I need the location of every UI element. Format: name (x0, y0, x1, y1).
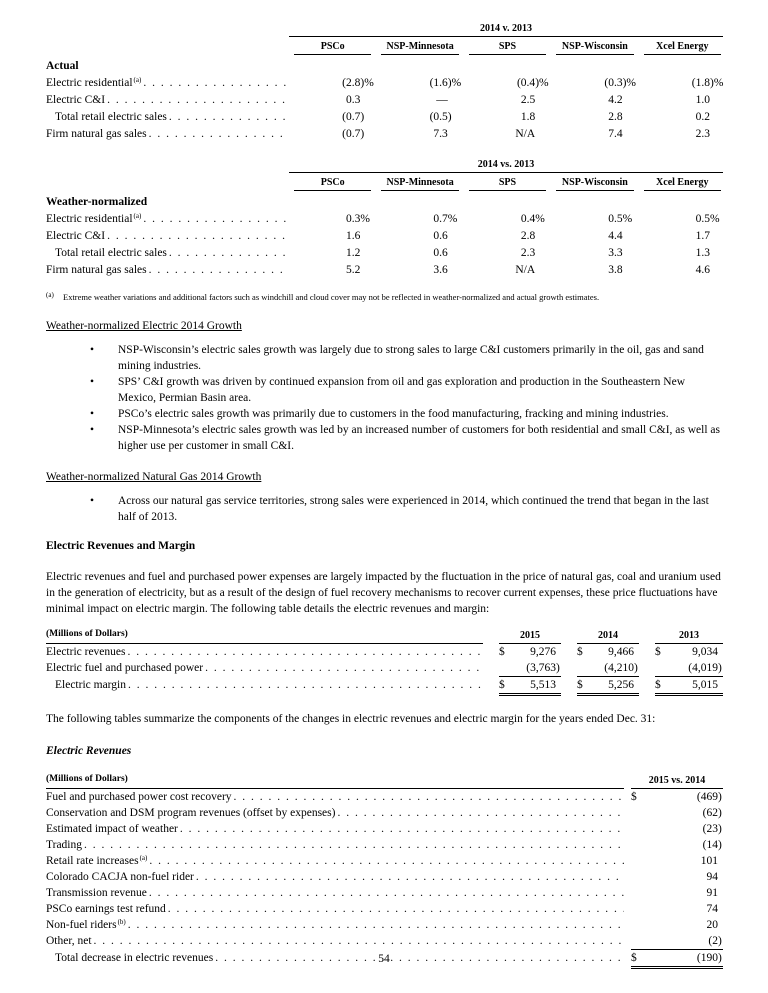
table-row (46, 228, 723, 245)
value-suffix: ) (360, 128, 365, 140)
value-suffix: ) (718, 935, 722, 947)
value: N/A (515, 128, 536, 140)
value: (0.3 (604, 77, 623, 89)
value: 94 (706, 871, 718, 883)
value: (23 (702, 823, 718, 835)
value-cell (499, 644, 561, 660)
value: 7.3 (433, 128, 448, 140)
dollar-sign: $ (655, 646, 661, 658)
table-row (46, 789, 723, 805)
value: 0.3 (346, 213, 361, 225)
value-suffix: ) (718, 839, 722, 851)
value: 91 (706, 887, 718, 899)
value-cell (292, 245, 373, 262)
value: 0.6 (433, 247, 448, 259)
dot-leader (82, 837, 624, 853)
value-cell (292, 211, 373, 228)
value: (62 (702, 807, 718, 819)
value: (14 (702, 839, 718, 851)
footnote-marker: (a) (46, 291, 54, 299)
dot-leader (335, 805, 624, 821)
value: (1.6 (429, 77, 448, 89)
value: 9,034 (692, 646, 718, 658)
value: 0.2 (695, 111, 710, 123)
table-row (46, 917, 723, 933)
table-row (46, 805, 723, 821)
value: 4.4 (608, 230, 623, 242)
table-body (46, 75, 723, 143)
bullet-text: NSP-Minnesota’s electric sales growth was led by an increased number of customers for both residential and small C&I, as well as higher use per customer in small C&I. (118, 424, 721, 452)
row-label: Electric fuel and purchased power . . . (46, 660, 483, 677)
table-period-label: 2014 vs. 2013 (477, 159, 535, 170)
list-item (46, 422, 723, 454)
value-cell (379, 92, 460, 109)
value: (190 (696, 952, 718, 964)
value-cell (379, 262, 460, 279)
bullet-icon: • (90, 495, 95, 507)
heading-weather-normalized-gas-growth: Weather-normalized Natural Gas 2014 Growth (46, 471, 262, 483)
value: 5,513 (530, 679, 556, 691)
value-cell (577, 677, 639, 696)
row-label: Trading . . . (46, 837, 624, 853)
value: 1.8 (520, 111, 536, 123)
column-header: 2013 (655, 626, 723, 644)
bullet-icon: • (90, 344, 95, 356)
value-cell (467, 262, 548, 279)
value: 2.3 (695, 128, 710, 140)
table-row (46, 837, 723, 853)
tables-summary-paragraph: The following tables summarize the components of the changes in electric revenues and electric margin for the years ended Dec. 31: (46, 713, 656, 725)
heading-weather-normalized-electric-growth: Weather-normalized Electric 2014 Growth (46, 320, 242, 332)
bullet-icon: • (90, 408, 95, 420)
value-cell (379, 211, 460, 228)
value-suffix: ) (718, 662, 722, 674)
value-cell (631, 885, 723, 901)
dot-leader (167, 109, 286, 126)
value-cell (554, 109, 635, 126)
list-item (46, 406, 723, 422)
value-cell (642, 211, 723, 228)
value-suffix: % (360, 213, 370, 225)
value: 74 (706, 903, 718, 915)
table-row (46, 211, 723, 228)
dot-leader (141, 211, 286, 228)
row-label: Colorado CACJA non-fuel rider . . . (46, 869, 624, 885)
column-header: 2015 (499, 626, 561, 644)
value-cell (554, 228, 635, 245)
table-units-label: (Millions of Dollars) (46, 627, 483, 644)
table-row (46, 933, 723, 950)
column-header: 2014 (577, 626, 639, 644)
column-header: NSP-Wisconsin (556, 173, 633, 191)
value-cell (554, 75, 635, 92)
value-cell (631, 853, 723, 869)
value-cell (642, 262, 723, 279)
dot-leader (178, 821, 624, 837)
gas-growth-bullets (46, 493, 723, 525)
revenues-margin-intro-paragraph: Electric revenues and fuel and purchased power expenses are largely impacted by the fluctuation in the price of natural gas, coal and uranium used in the generation of electricity, but as a result of the design of fuel recovery mechanisms to recover current expenses, these price fluctuations have minimal impact on electric margin. The following table details the electric revenues and margin: (46, 571, 721, 615)
table-row (46, 126, 723, 143)
value: (0.7 (342, 128, 361, 140)
dollar-sign: $ (655, 679, 661, 691)
dollar-sign: $ (577, 679, 583, 691)
value-suffix: )% (535, 77, 549, 89)
footnote-a (46, 292, 723, 303)
value: 4.6 (695, 264, 710, 276)
dot-leader (126, 677, 483, 693)
value: (2.8 (342, 77, 361, 89)
value-cell (577, 660, 639, 677)
value: 3.6 (433, 264, 448, 276)
value: 2.8 (608, 111, 623, 123)
row-label: Firm natural gas sales . . . (46, 126, 286, 143)
column-header: NSP-Minnesota (381, 173, 458, 191)
electric-revenues-changes-table (46, 771, 723, 969)
table-column-headers (46, 173, 723, 191)
electric-growth-bullets (46, 342, 723, 454)
value-cell (292, 109, 373, 126)
table-row (46, 901, 723, 917)
column-header: SPS (469, 173, 546, 191)
bullet-text: Across our natural gas service territories, strong sales were experienced in 2014, which continued the trend that began in the last half of 2013. (118, 495, 709, 523)
value: 20 (706, 919, 718, 931)
value: 2.8 (520, 230, 536, 242)
value-cell (554, 92, 635, 109)
value-cell (467, 92, 548, 109)
table-body (46, 644, 723, 696)
table-row (46, 821, 723, 837)
list-item (46, 374, 723, 406)
value-cell (631, 869, 723, 885)
value-cell (655, 644, 723, 660)
table-units-label: (Millions of Dollars) (46, 772, 624, 789)
table-period-label: 2014 v. 2013 (480, 23, 532, 34)
table-row (46, 660, 723, 677)
value-suffix: ) (447, 111, 452, 123)
value: 0.7 (433, 213, 448, 225)
column-header: PSCo (294, 173, 371, 191)
table-row (46, 109, 723, 126)
dot-leader (232, 789, 624, 805)
column-header: 2015 vs. 2014 (631, 771, 723, 789)
value-suffix: )% (360, 77, 374, 89)
table-row (46, 885, 723, 901)
value-cell (292, 92, 373, 109)
value-cell (631, 821, 723, 837)
list-item (46, 342, 723, 374)
bullet-text: SPS’ C&I growth was driven by continued expansion from oil and gas exploration and production in the Southeastern New Mexico, Permian Basin area. (118, 376, 686, 404)
value: (4,210 (604, 662, 634, 674)
row-label: Other, net . . . (46, 933, 624, 950)
dot-leader (92, 933, 624, 949)
heading-electric-revenues-and-margin: Electric Revenues and Margin (46, 540, 196, 552)
value-cell (467, 245, 548, 262)
value-cell (292, 75, 373, 92)
row-label: Electric revenues . . . (46, 644, 483, 660)
table-header-row (46, 771, 723, 789)
dot-leader (203, 660, 483, 676)
value-cell (379, 109, 460, 126)
table-row (46, 869, 723, 885)
value: (2 (708, 935, 718, 947)
value-cell (554, 126, 635, 143)
value: 1.6 (346, 230, 361, 242)
value-suffix: ) (718, 791, 722, 803)
value: 0.5 (695, 213, 710, 225)
value-cell (499, 660, 561, 677)
value-cell (642, 228, 723, 245)
value-suffix: )% (622, 77, 637, 89)
value-cell (467, 126, 548, 143)
value-suffix: % (447, 213, 458, 225)
value: 5,256 (608, 679, 634, 691)
row-label: Electric residential (a) . . . (46, 75, 286, 92)
dot-leader (105, 92, 286, 109)
value-cell (642, 245, 723, 262)
value-cell (379, 245, 460, 262)
row-label: Transmission revenue . . . (46, 885, 624, 901)
value-cell (642, 75, 723, 92)
dollar-sign: $ (577, 646, 583, 658)
dot-leader (141, 75, 286, 92)
value: 1.2 (346, 247, 361, 259)
value: 7.4 (608, 128, 623, 140)
footnote-text: Extreme weather variations and additional factors such as windchill and cloud cover may not be reflected in weather-normalized and actual growth estimates. (63, 292, 600, 302)
value: 101 (700, 855, 718, 867)
value-cell (467, 75, 548, 92)
value-cell (655, 677, 723, 696)
table-body (46, 789, 723, 969)
value: 0.3 (346, 94, 361, 106)
row-label: Electric residential (a) . . . (46, 211, 286, 228)
value: — (436, 94, 448, 106)
table-row (46, 644, 723, 660)
value: 3.8 (608, 264, 623, 276)
value-cell (467, 228, 548, 245)
value-cell (467, 109, 548, 126)
table-column-headers (46, 37, 723, 55)
value: (0.4 (516, 77, 536, 89)
row-label: Non-fuel riders (b) . . . (46, 917, 624, 933)
table-row (46, 75, 723, 92)
value: (3,763 (526, 662, 556, 674)
value-cell (554, 245, 635, 262)
value: 0.6 (433, 230, 448, 242)
table-row (46, 853, 723, 869)
row-label: PSCo earnings test refund . . . (46, 901, 624, 917)
value-cell (655, 660, 723, 677)
dot-leader (194, 869, 624, 885)
table-row (46, 245, 723, 262)
table-header-row (46, 626, 723, 644)
value-cell (631, 901, 723, 917)
row-label: Estimated impact of weather . . . (46, 821, 624, 837)
value: 9,466 (608, 646, 634, 658)
dollar-sign: $ (499, 646, 505, 658)
row-label: Electric C&I . . . (46, 92, 286, 109)
value-suffix: ) (718, 823, 722, 835)
table-group-label: Weather-normalized (46, 196, 148, 208)
row-label: Conservation and DSM program revenues (offset by expenses) . . . (46, 805, 624, 821)
row-label: Fuel and purchased power cost recovery . . . (46, 789, 624, 805)
value-cell (631, 917, 723, 933)
value-cell (379, 126, 460, 143)
value: 1.3 (695, 247, 710, 259)
value-cell (292, 126, 373, 143)
column-header: NSP-Minnesota (381, 37, 458, 55)
value: 5,015 (692, 679, 718, 691)
table-body (46, 211, 723, 279)
value-suffix: )% (710, 77, 724, 89)
bullet-text: NSP-Wisconsin’s electric sales growth was largely due to strong sales to large C&I customers primarily in the oil, gas and sand mining industries. (118, 344, 704, 372)
value-suffix: ) (634, 662, 638, 674)
table-row (46, 262, 723, 279)
column-header: Xcel Energy (644, 173, 721, 191)
value: 0.4 (520, 213, 536, 225)
value: (1.8 (691, 77, 710, 89)
heading-electric-revenues: Electric Revenues (46, 745, 132, 757)
dollar-sign: $ (631, 791, 637, 803)
page-number: 54 (378, 953, 390, 965)
value: 1.7 (695, 230, 710, 242)
value-cell (642, 92, 723, 109)
value: (469 (696, 791, 718, 803)
value-suffix: ) (360, 111, 365, 123)
value-cell (631, 933, 723, 950)
value-cell (292, 228, 373, 245)
value-cell (554, 262, 635, 279)
list-item (46, 493, 723, 525)
value-suffix: ) (556, 662, 560, 674)
row-label: Retail rate increases (a) . . . (46, 853, 624, 869)
column-header: SPS (469, 37, 546, 55)
row-label: Total retail electric sales . . . (46, 245, 286, 262)
table-period-rule (289, 158, 723, 173)
bullet-icon: • (90, 424, 95, 436)
value: 1.0 (695, 94, 710, 106)
value-suffix: ) (718, 807, 722, 819)
value: 9,276 (530, 646, 556, 658)
value-suffix: )% (447, 77, 462, 89)
value: 5.2 (346, 264, 361, 276)
value: (0.7 (342, 111, 361, 123)
column-header: NSP-Wisconsin (556, 37, 633, 55)
dot-leader (126, 917, 624, 933)
dot-leader (147, 126, 286, 143)
value: N/A (515, 264, 536, 276)
dollar-sign: $ (499, 679, 505, 691)
row-label: Total decrease in electric revenues . . . (46, 950, 624, 969)
dot-leader (105, 228, 286, 245)
value-cell (499, 677, 561, 696)
value: 2.3 (520, 247, 536, 259)
value-cell (631, 805, 723, 821)
row-label: Electric margin . . . (46, 677, 483, 696)
value-suffix: % (710, 213, 720, 225)
dot-leader (126, 644, 484, 660)
value: (0.5 (429, 111, 448, 123)
row-label: Total retail electric sales . . . (46, 109, 286, 126)
dot-leader (167, 245, 286, 262)
table-row (46, 677, 723, 696)
value-cell (379, 228, 460, 245)
value: 2.5 (520, 94, 536, 106)
value-suffix: ) (718, 952, 722, 964)
column-header: PSCo (294, 37, 371, 55)
table-group-label: Actual (46, 60, 79, 72)
electric-revenues-margin-table (46, 626, 723, 696)
value-cell (577, 644, 639, 660)
value-suffix: % (535, 213, 545, 225)
value-cell (554, 211, 635, 228)
value-cell (631, 837, 723, 853)
value-cell (292, 262, 373, 279)
value-cell (467, 211, 548, 228)
weather-normalized-growth-table (46, 158, 723, 279)
value-suffix: % (622, 213, 633, 225)
bullet-text: PSCo’s electric sales growth was primarily due to customers in the food manufacturing, fracking and mining industries. (118, 408, 669, 420)
value: 0.5 (608, 213, 623, 225)
value-cell (642, 109, 723, 126)
column-header: Xcel Energy (644, 37, 721, 55)
dollar-sign: $ (631, 952, 637, 964)
actual-growth-table (46, 22, 723, 143)
table-row (46, 92, 723, 109)
value: 3.3 (608, 247, 623, 259)
dot-leader (147, 262, 286, 279)
value-cell (379, 75, 460, 92)
dot-leader (147, 853, 624, 869)
bullet-icon: • (90, 376, 95, 388)
value: (4,019 (688, 662, 718, 674)
value-cell (642, 126, 723, 143)
row-label: Electric C&I . . . (46, 228, 286, 245)
value: 4.2 (608, 94, 623, 106)
row-label: Firm natural gas sales . . . (46, 262, 286, 279)
table-period-rule (289, 22, 723, 37)
value-cell (631, 789, 723, 805)
dot-leader (147, 885, 624, 901)
dot-leader (166, 901, 624, 917)
